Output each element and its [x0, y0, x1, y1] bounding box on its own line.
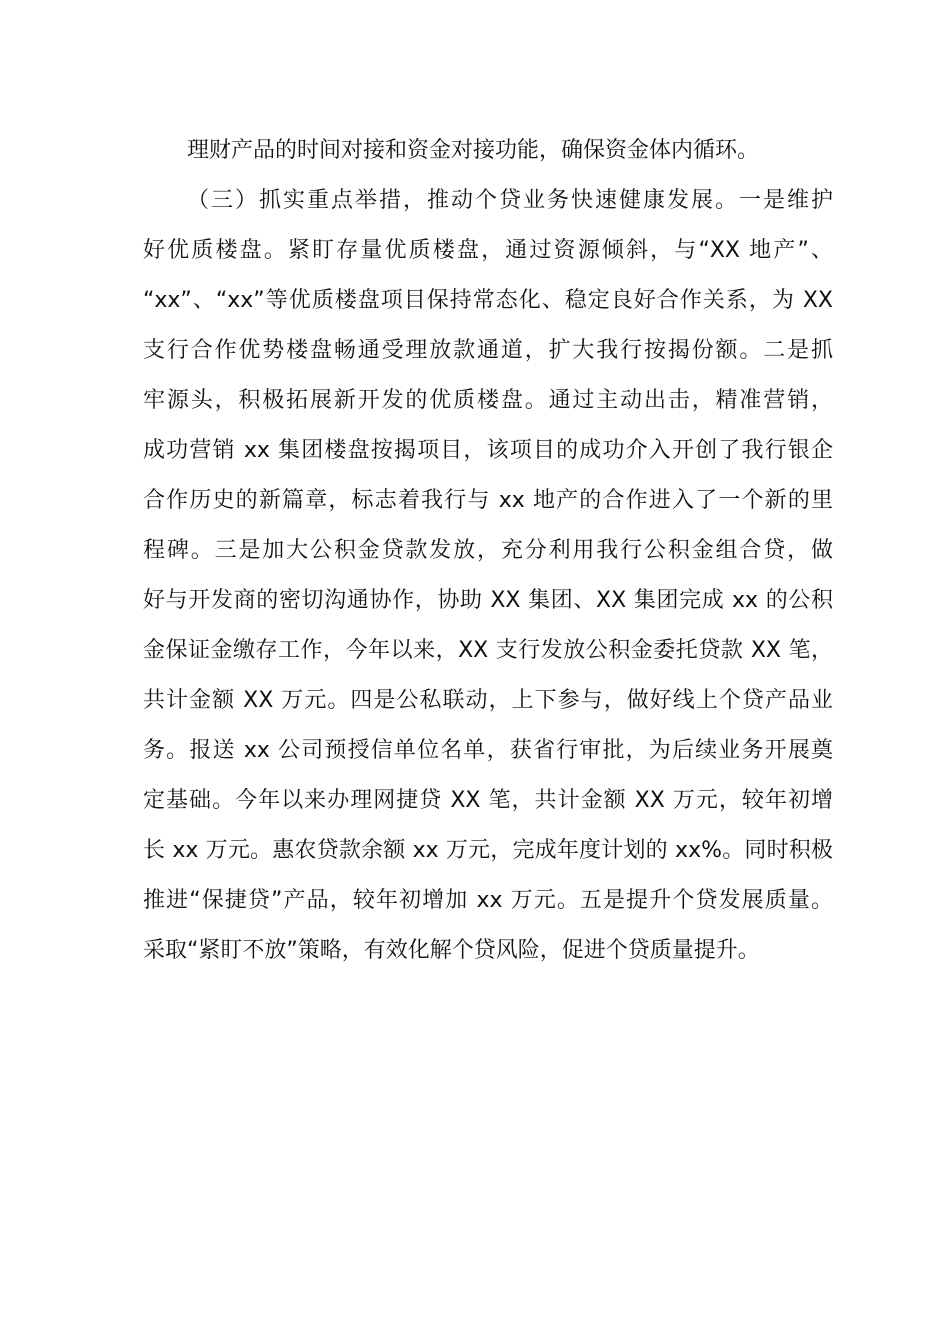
text-line: 合作历史的新篇章，标志着我行与 xx 地产的合作进入了一个新的里: [143, 488, 833, 513]
text-line: 支行合作优势楼盘畅通受理放款通道，扩大我行按揭份额。二是抓: [143, 338, 833, 363]
text-line: 定基础。今年以来办理网捷贷 XX 笔，共计金额 XX 万元，较年初增: [143, 788, 833, 813]
text-line: 务。报送 xx 公司预授信单位名单，获省行审批，为后续业务开展奠: [143, 738, 833, 763]
text-line: 共计金额 XX 万元。四是公私联动，上下参与，做好线上个贷产品业: [143, 688, 833, 713]
text-line: 程碑。三是加大公积金贷款发放，充分利用我行公积金组合贷，做: [143, 538, 833, 563]
text-line: 采取“紧盯不放”策略，有效化解个贷风险，促进个贷质量提升。: [143, 938, 760, 963]
text-line: 好优质楼盘。紧盯存量优质楼盘，通过资源倾斜，与“XX 地产”、: [143, 238, 833, 263]
text-line: 推进“保捷贷”产品，较年初增加 xx 万元。五是提升个贷发展质量。: [143, 888, 833, 913]
text-line: “xx”、“xx”等优质楼盘项目保持常态化、稳定良好合作关系，为 XX: [143, 288, 833, 313]
text-line: 金保证金缴存工作，今年以来，XX 支行发放公积金委托贷款 XX 笔，: [143, 638, 833, 663]
text-line: 成功营销 xx 集团楼盘按揭项目，该项目的成功介入开创了我行银企: [143, 438, 833, 463]
document-body: [143, 126, 833, 976]
text-line: 牢源头，积极拓展新开发的优质楼盘。通过主动出击，精准营销，: [143, 388, 833, 413]
text-line: 长 xx 万元。惠农贷款余额 xx 万元，完成年度计划的 xx%。同时积极: [143, 838, 833, 863]
text-line: 理财产品的时间对接和资金对接功能，确保资金体内循环。: [187, 138, 760, 163]
text-line: （三）抓实重点举措，推动个贷业务快速健康发展。一是维护: [187, 188, 833, 213]
text-line: 好与开发商的密切沟通协作，协助 XX 集团、XX 集团完成 xx 的公积: [143, 588, 833, 613]
